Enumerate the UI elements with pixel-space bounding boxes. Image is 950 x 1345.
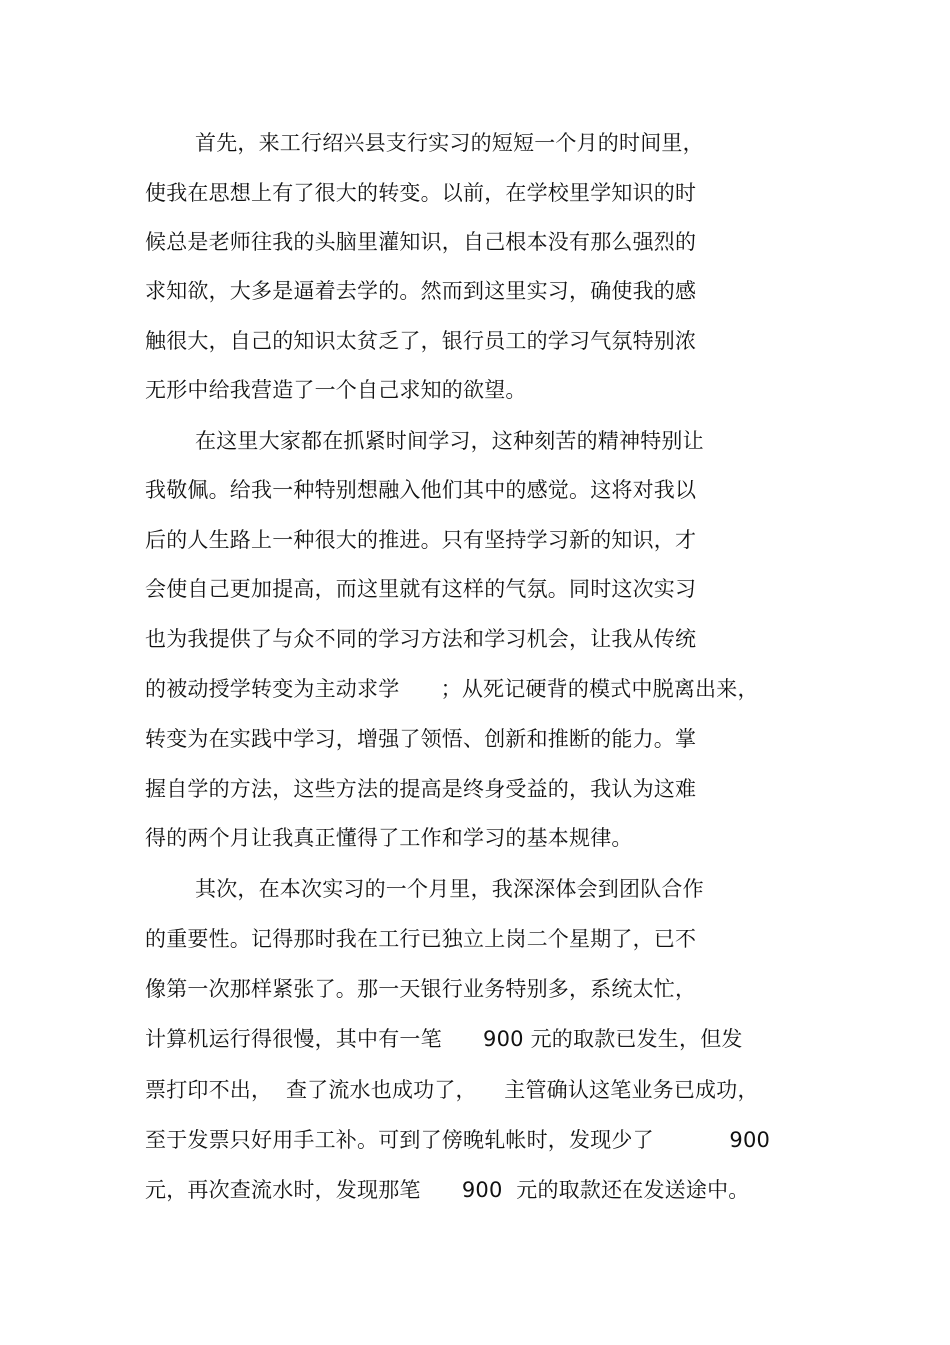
paragraph-1-line-5: 触很大，自己的知识太贫乏了，银行员工的学习气氛特别浓 xyxy=(145,329,697,353)
paragraph-1-line-4: 求知欲，大多是逼着去学的。然而到这里实习，确使我的感 xyxy=(145,279,697,303)
paragraph-1-line-2: 使我在思想上有了很大的转变。以前，在学校里学知识的时 xyxy=(145,181,697,205)
paragraph-3-line-3: 像第一次那样紧张了。那一天银行业务特别多，系统太忙， xyxy=(145,977,697,1001)
paragraph-2-line-9: 得的两个月让我真正懂得了工作和学习的基本规律。 xyxy=(145,826,633,850)
paragraph-1-line-6: 无形中给我营造了一个自己求知的欲望。 xyxy=(145,378,527,402)
paragraph-1-line-1: 首先，来工行绍兴县支行实习的短短一个月的时间里， xyxy=(195,131,704,155)
paragraph-1-line-3: 候总是老师往我的头脑里灌知识，自己根本没有那么强烈的 xyxy=(145,230,697,254)
paragraph-3-line-1: 其次，在本次实习的一个月里，我深深体会到团队合作 xyxy=(195,877,704,901)
paragraph-2-line-2: 我敬佩。给我一种特别想融入他们其中的感觉。这将对我以 xyxy=(145,478,697,502)
paragraph-2-line-8: 握自学的方法，这些方法的提高是终身受益的，我认为这难 xyxy=(145,777,697,801)
paragraph-3-line-5: 票打印不出， 查了流水也成功了， 主管确认这笔业务已成功， xyxy=(145,1078,759,1102)
paragraph-2-line-5: 也为我提供了与众不同的学习方法和学习机会，让我从传统 xyxy=(145,627,697,651)
paragraph-3-line-2: 的重要性。记得那时我在工行已独立上岗二个星期了，已不 xyxy=(145,927,697,951)
paragraph-2-line-3: 后的人生路上一种很大的推进。只有坚持学习新的知识，才 xyxy=(145,528,697,552)
paragraph-2-line-1: 在这里大家都在抓紧时间学习，这种刻苦的精神特别让 xyxy=(195,429,704,453)
paragraph-2-line-6: 的被动授学转变为主动求学 ；从死记硬背的模式中脱离出来， xyxy=(145,677,759,701)
paragraph-3-line-7: 元，再次查流水时，发现那笔 900 元的取款还在发送途中。 xyxy=(145,1178,750,1202)
paragraph-2-line-4: 会使自己更加提高，而这里就有这样的气氛。同时这次实习 xyxy=(145,577,697,601)
paragraph-2-line-7: 转变为在实践中学习，增强了领悟、创新和推断的能力。掌 xyxy=(145,727,697,751)
paragraph-3-line-4: 计算机运行得很慢，其中有一笔 900 元的取款已发生，但发 xyxy=(145,1027,743,1051)
paragraph-3-line-6: 至于发票只好用手工补。可到了傍晚轧帐时，发现少了 900 xyxy=(145,1128,771,1152)
